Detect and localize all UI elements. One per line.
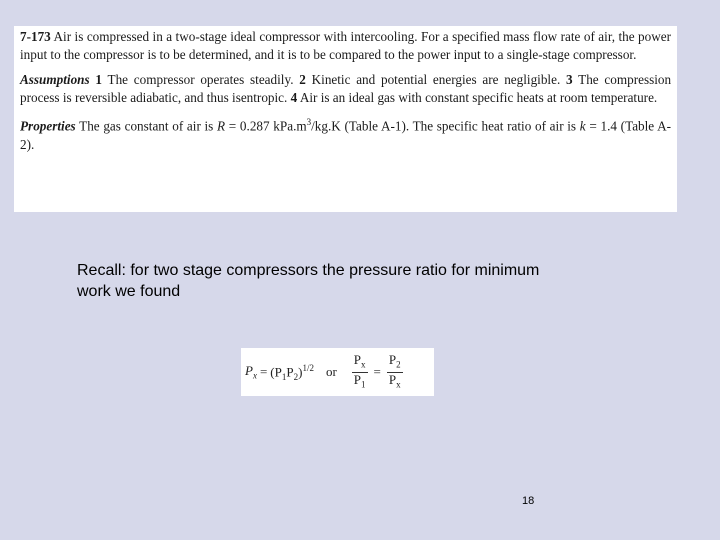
formula-lhs: $P_x$ <box>245 363 257 381</box>
properties-intro: The gas constant of air is <box>79 118 214 134</box>
formula-equals: = <box>259 364 268 379</box>
assumption-3-number: 3 <box>566 71 573 87</box>
page-number: 18 <box>522 495 535 507</box>
problem-text-box <box>14 26 677 212</box>
gas-constant-value: = 0.287 kPa.m <box>228 118 307 134</box>
assumption-4: Air is an ideal gas with constant specific heats at room temperature. <box>299 89 658 105</box>
assumption-3: The compression process is reversible adiabatic, and thus isentropic. <box>20 71 672 105</box>
formula-equals-2: = <box>373 364 381 379</box>
properties-paragraph <box>20 113 671 154</box>
recall-note: Recall: for two stage compressors the pressure ratio for minimum work we found <box>77 262 540 300</box>
properties-label: Properties <box>20 118 76 134</box>
specific-heat-ratio-symbol: k <box>579 118 586 134</box>
assumption-2-number: 2 <box>299 71 306 87</box>
assumptions-label: Assumptions <box>20 71 90 87</box>
pressure-ratio-formula <box>241 348 434 396</box>
gas-constant-exponent: 3 <box>306 117 312 128</box>
specific-heat-ratio-table: (Table A-2). <box>20 118 672 152</box>
problem-statement <box>20 28 671 65</box>
problem-description: Air is compressed in a two-stage ideal compressor with intercooling. For a specified mass flow rate of air, the power input to the compressor is to be determined, and it is to be compared to the power input to a single-stage compressor. <box>20 29 671 63</box>
assumptions-paragraph <box>20 71 671 108</box>
assumption-4-number: 4 <box>290 89 298 105</box>
formula-fraction-1: $\frac{P_x}{P_1}$ <box>353 351 366 390</box>
formula-geometric-mean: $(P_1P_2)^{1/2}$ <box>270 362 314 382</box>
specific-heat-ratio-value: = 1.4 <box>589 118 617 134</box>
gas-constant-unit: /kg.K (Table A-1). The specific heat ratio of air is <box>311 118 577 134</box>
formula-fraction-2: $\frac{P_2}{P_x}$ <box>388 351 401 390</box>
assumption-1: The compressor operates steadily. <box>107 71 294 87</box>
assumption-2: Kinetic and potential energies are negligible. <box>311 71 561 87</box>
gas-constant-symbol: R <box>217 118 226 134</box>
problem-number: 7-173 <box>20 29 51 44</box>
formula-or: or <box>325 364 337 379</box>
assumption-1-number: 1 <box>95 71 102 87</box>
